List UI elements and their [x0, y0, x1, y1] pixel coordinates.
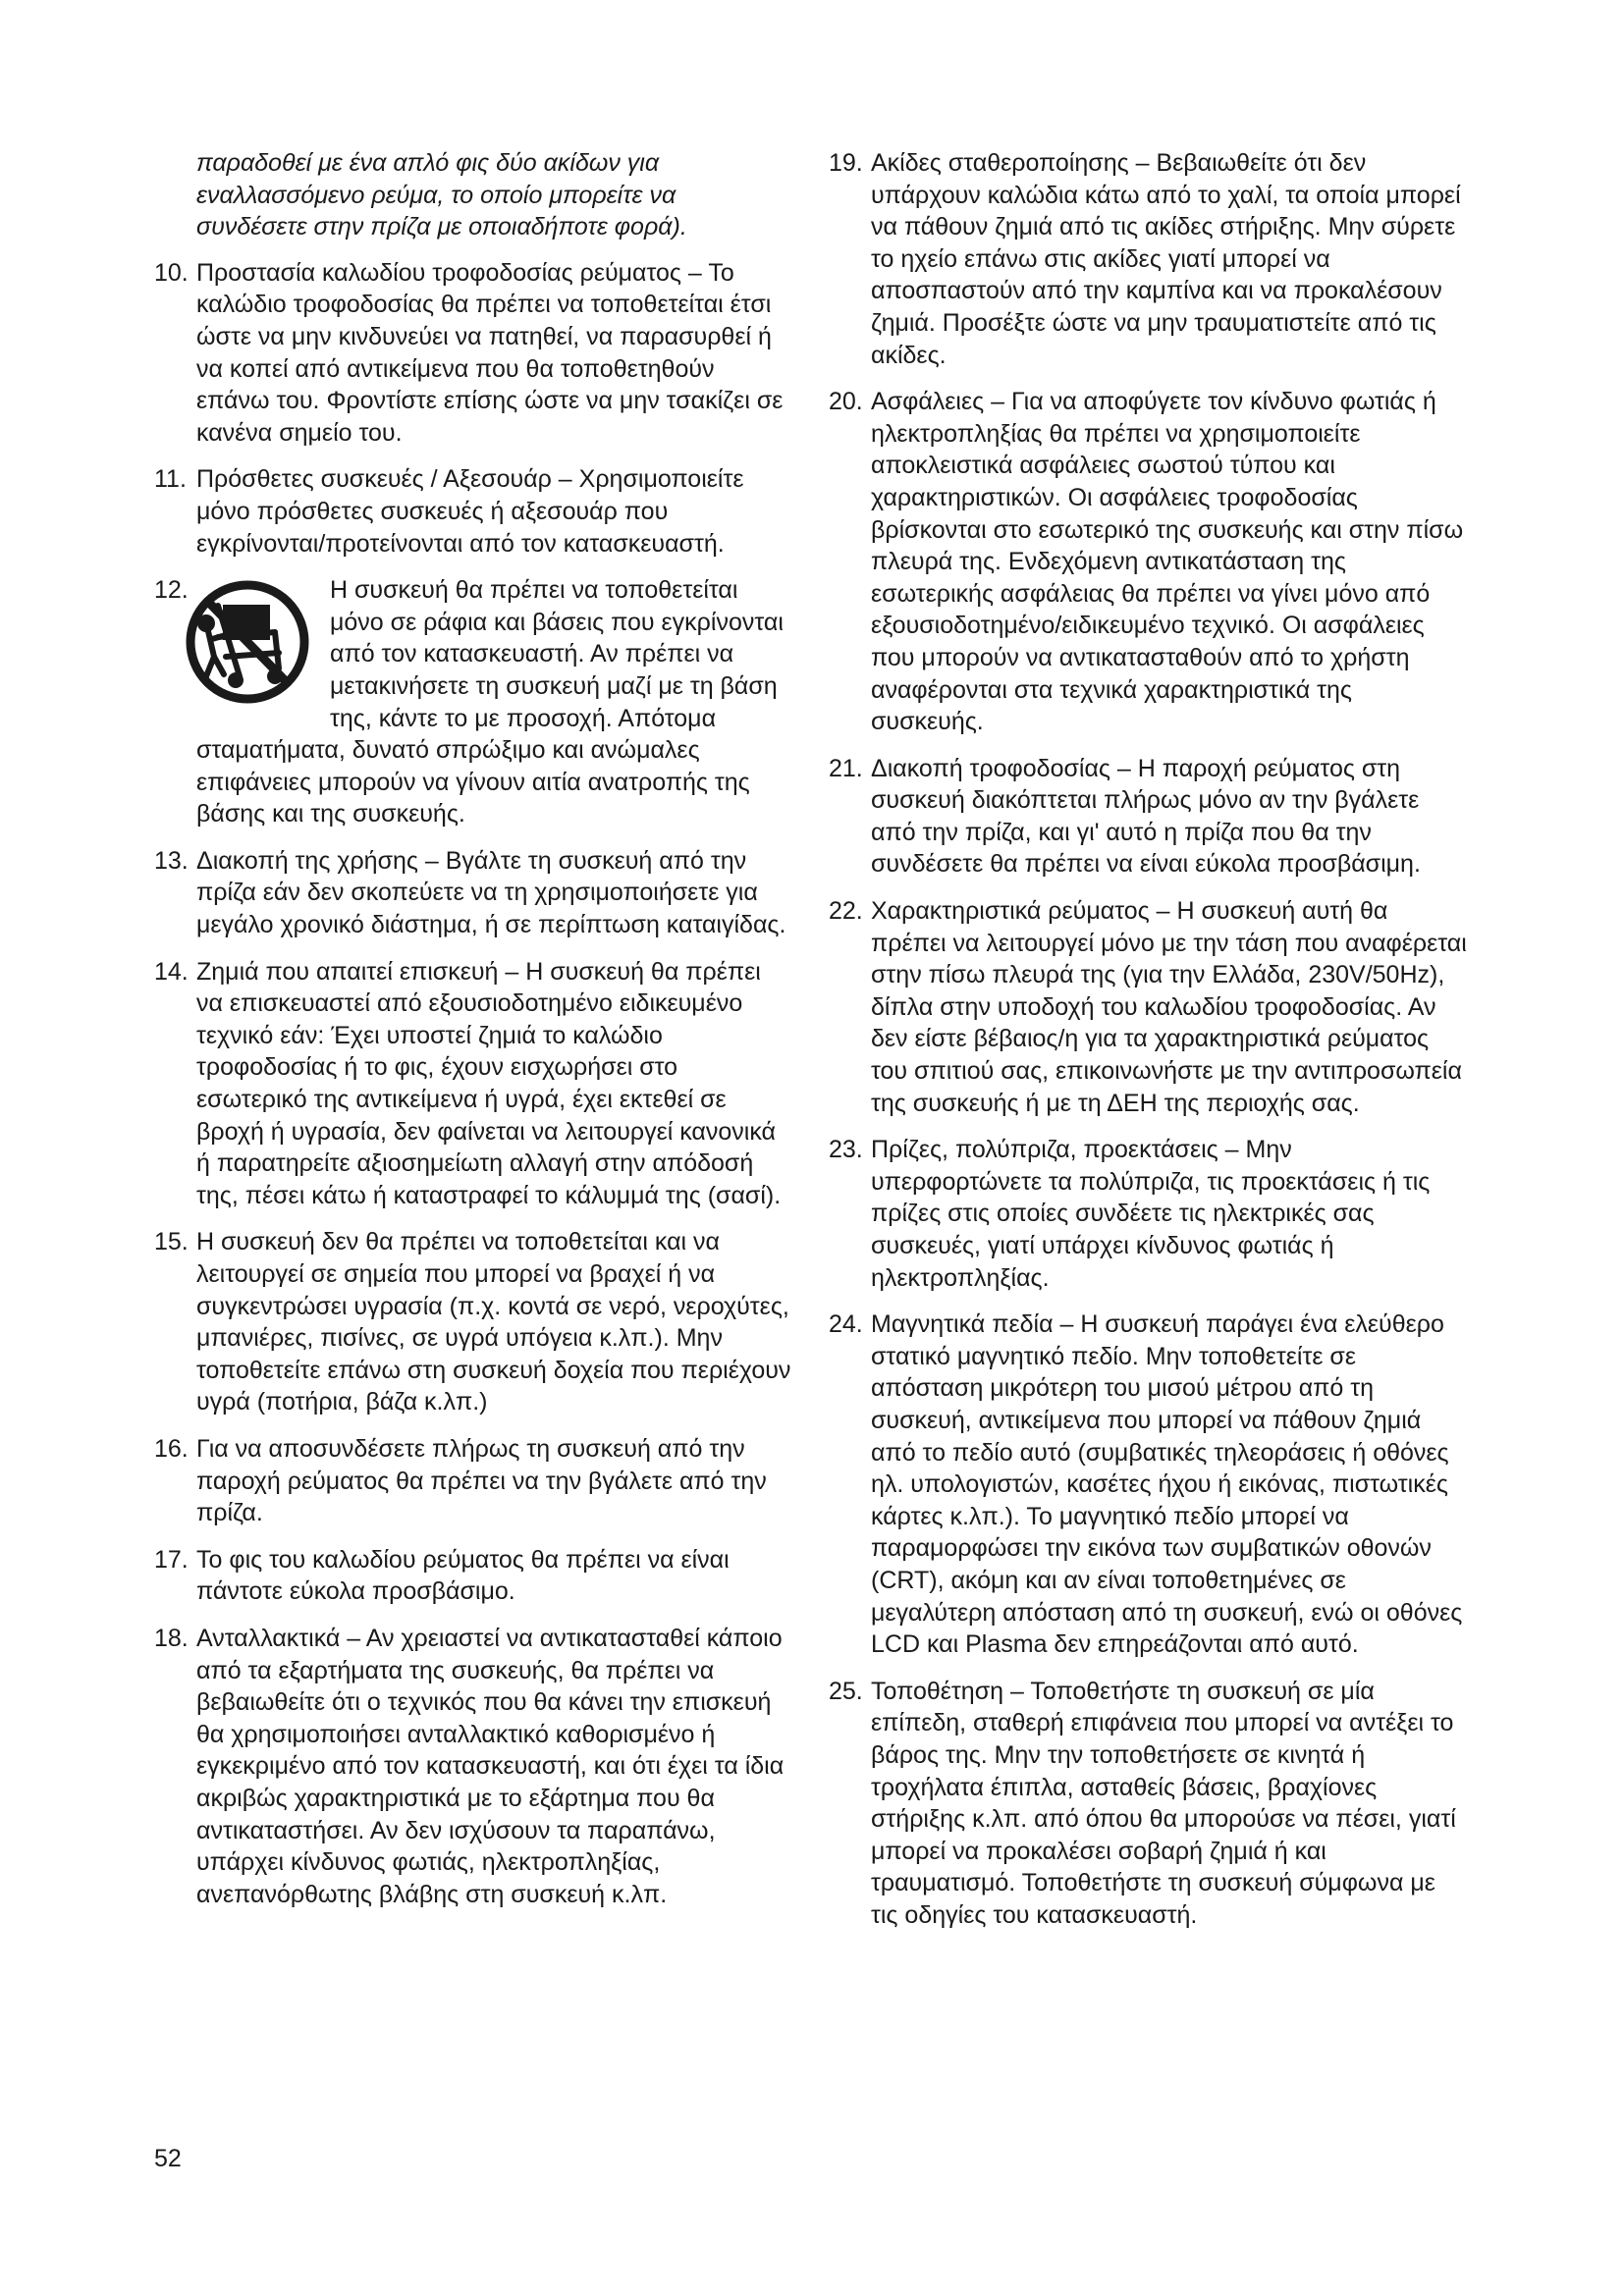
item-text: Το φις του καλωδίου ρεύματος θα πρέπει να είναι πάντοτε εύκολα προσβάσιμο.: [196, 1545, 730, 1606]
list-item-20: [829, 386, 1467, 738]
item-text: Μαγνητικά πεδία – Η συσκευή παράγει ένα ελεύθερο στατικό μαγνητικό πεδίο. Μην τοποθετείτε σε απόσταση μικρότερη του μισού μέτρου από τη συσκευή, αντικείμενα που μπορεί να πάθουν ζημιά από το πεδίο αυτό (συμβατικές τηλεοράσεις ή οθόνες ηλ. υπολογιστών, κασέτες ήχου ή εικόνας, πιστωτικές κάρτες κ.λπ.). Το μαγνητικό πεδίο μπορεί να παραμορφώσει την εικόνα των συμβατικών οθονών (CRT), ακόμη και αν είναι τοποθετημένες σε μεγαλύτερη απόσταση από τη συσκευή, ενώ οι οθόνες LCD και Plasma δεν επηρεάζονται από αυτό.: [871, 1310, 1463, 1659]
left-column: [154, 147, 792, 1925]
list-item-15: [154, 1226, 792, 1418]
list-item-22: [829, 895, 1467, 1119]
cart-tip-over-warning-icon: [179, 578, 316, 706]
list-item-24: [829, 1308, 1467, 1661]
item-number: 22.: [829, 897, 863, 926]
item-number: 17.: [154, 1545, 189, 1574]
item-text: Η συσκευή θα πρέπει να τοποθετείται μόνο σε ράφια και βάσεις που εγκρίνονται από τον κατασκευαστή. Αν πρέπει να μετακινήσετε τη συσκευή μαζί με τη βάση της, κάντε το με προσοχή. Απότομα σταματήματα, δυνατό σπρώξιμο και ανώμαλες επιφάνειες μπορούν να γίνουν αιτία ανατροπής της βάσης και της συσκευής.: [196, 576, 784, 828]
item-text: Πρόσθετες συσκευές / Αξεσουάρ – Χρησιμοποιείτε μόνο πρόσθετες συσκευές ή αξεσουάρ που εγκρίνονται/προτείνονται από τον κατασκευαστή.: [196, 465, 744, 558]
item-text: Για να αποσυνδέσετε πλήρως τη συσκευή από την παροχή ρεύματος θα πρέπει να την βγάλετε από την πρίζα.: [196, 1434, 767, 1527]
list-item-18: [154, 1623, 792, 1910]
list-item-11: [154, 463, 792, 560]
item-number: 12.: [154, 576, 189, 605]
item-number: 13.: [154, 846, 189, 875]
item-number: 14.: [154, 957, 189, 986]
item-number: 23.: [829, 1136, 863, 1164]
item-text: Χαρακτηριστικά ρεύματος – Η συσκευή αυτή θα πρέπει να λειτουργεί μόνο με την τάση που αναφέρεται στην πίσω πλευρά της (για την Ελλάδα, 230V/50Hz), δίπλα στην υποδοχή του καλωδίου τροφοδοσίας. Αν δεν είστε βέβαιος/η για τα χαρακτηριστικά ρεύματος του σπιτιού σας, επικοινωνήστε με την αντιπροσωπεία της συσκευής ή με τη ΔΕΗ της περιοχής σας.: [871, 897, 1467, 1117]
item-text: Η συσκευή δεν θα πρέπει να τοποθετείται και να λειτουργεί σε σημεία που μπορεί να βραχεί ή να συγκεντρώσει υγρασία (π.χ. κοντά σε νερό, νεροχύτες, μπανιέρες, πισίνες, σε υγρά υπόγεια κ.λπ.). Μην τοποθετείτε επάνω στη συσκευή δοχεία που περιέχουν υγρά (ποτήρια, βάζα κ.λπ.): [196, 1228, 791, 1416]
item-text: Πρίζες, πολύπριζα, προεκτάσεις – Μην υπερφορτώνετε τα πολύπριζα, τις προεκτάσεις ή τις πρίζες στις οποίες συνδέετε τις ηλεκτρικές σας συσκευές, γιατί υπάρχει κίνδυνος φωτιάς ή ηλεκτροπληξίας.: [871, 1136, 1431, 1292]
item-text: Διακοπή τροφοδοσίας – Η παροχή ρεύματος στη συσκευή διακόπτεται πλήρως μόνο αν την βγάλετε από την πρίζα, και γι' αυτό η πρίζα που θα την συνδέσετε θα πρέπει να είναι εύκολα προσβάσιμη.: [871, 754, 1421, 879]
item-number: 20.: [829, 388, 863, 416]
right-column: [829, 147, 1467, 1946]
item-text: Τοποθέτηση – Τοποθετήστε τη συσκευή σε μία επίπεδη, σταθερή επιφάνεια που μπορεί να αντέξει το βάρος της. Μην την τοποθετήσετε σε κινητά ή τροχήλατα έπιπλα, ασταθείς βάσεις, βραχίονες στήριξης κ.λπ. από όπου θα μπορούσε να πέσει, γιατί μπορεί να προκαλέσει σοβαρή ζημιά ή και τραυματισμό. Τοποθετήστε τη συσκευή σύμφωνα με τις οδηγίες του κατασκευαστή.: [871, 1677, 1456, 1929]
item-text: Ακίδες σταθεροποίησης – Βεβαιωθείτε ότι δεν υπάρχουν καλώδια κάτω από το χαλί, τα οποία μπορεί να πάθουν ζημιά από τις ακίδες στήριξης. Μην σύρετε το ηχείο επάνω στις ακίδες γιατί μπορεί να αποσπαστούν από την καμπίνα και να προκαλέσουν ζημιά. Προσέξτε ώστε να μην τραυματιστείτε από τις ακίδες.: [871, 149, 1461, 369]
list-item-25: [829, 1676, 1467, 1932]
item-text-with-icon: [196, 574, 792, 830]
intro-paragraph: παραδοθεί με ένα απλό φις δύο ακίδων για εναλλασσόμενο ρεύμα, το οποίο μπορείτε να συνδέσετε στην πρίζα με οποιαδήποτε φορά).: [196, 149, 687, 241]
item-text: Ζημιά που απαιτεί επισκευή – Η συσκευή θα πρέπει να επισκευαστεί από εξουσιοδοτημένο ειδικευμένο τεχνικό εάν: Έχει υποστεί ζημιά το καλώδιο τροφοδοσίας ή το φις, έχουν εισχωρήσει στο εσωτερικό της αντικείμενα ή υγρά, έχει εκτεθεί σε βροχή ή υγρασία, δεν φαίνεται να λειτουργεί κανονικά ή παρατηρείτε αξιοσημείωτη αλλαγή στην απόδοσή της, πέσει κάτω ή καταστραφεί το κάλυμμά της (σασί).: [196, 957, 782, 1209]
list-item-10: [154, 257, 792, 450]
list-item-23: [829, 1134, 1467, 1294]
item-number: 10.: [154, 258, 189, 287]
list-item-17: [154, 1544, 792, 1608]
list-item-12: [154, 574, 792, 830]
list-item-16: [154, 1433, 792, 1529]
item-text: Διακοπή της χρήσης – Βγάλτε τη συσκευή από την πρίζα εάν δεν σκοπεύετε να τη χρησιμοποιήσετε για μεγάλο χρονικό διάστημα, ή σε περίπτωση καταιγίδας.: [196, 846, 786, 939]
item-number: 21.: [829, 754, 863, 782]
item-number: 18.: [154, 1624, 189, 1652]
list-item-19: [829, 147, 1467, 371]
item-number: 25.: [829, 1677, 863, 1705]
item-number: 24.: [829, 1310, 863, 1339]
item-text: Ασφάλειες – Για να αποφύγετε τον κίνδυνο φωτιάς ή ηλεκτροπληξίας θα πρέπει να χρησιμοποιείτε αποκλειστικά ασφάλειες σωστού τύπου και χαρακτηριστικών. Οι ασφάλειες τροφοδοσίας βρίσκονται στο εσωτερικό της συσκευής και στην πίσω πλευρά της. Ενδεχόμενη αντικατάσταση της εσωτερικής ασφάλειας θα πρέπει να γίνει μόνο από εξουσιοδοτημένο/ειδικευμένο τεχνικό. Οι ασφάλειες που μπορούν να αντικατασταθούν από το χρήστη αναφέρονται στα τεχνικά χαρακτηριστικά της συσκευής.: [871, 388, 1464, 736]
item-text: Ανταλλακτικά – Αν χρειαστεί να αντικατασταθεί κάποιο από τα εξαρτήματα της συσκευής, θα πρέπει να βεβαιωθείτε ότι ο τεχνικός που θα κάνει την επισκευή θα χρησιμοποιήσει ανταλλακτικό καθορισμένο ή εγκεκριμένο από τον κατασκευαστή, και ότι έχει τα ίδια ακριβώς χαρακτηριστικά με το εξάρτημα που θα αντικαταστήσει. Αν δεν ισχύσουν τα παραπάνω, υπάρχει κίνδυνος φωτιάς, ηλεκτροπληξίας, ανεπανόρθωτης βλάβης στη συσκευή κ.λπ.: [196, 1624, 785, 1908]
item-number: 11.: [154, 465, 187, 494]
item-number: 16.: [154, 1434, 189, 1463]
item-text: Προστασία καλωδίου τροφοδοσίας ρεύματος – Το καλώδιο τροφοδοσίας θα πρέπει να τοποθετείται έτσι ώστε να μην κινδυνεύει να πατηθεί, να παρασυρθεί ή να κοπεί από αντικείμενα που θα τοποθετηθούν επάνω του. Φροντίστε επίσης ώστε να μην τσακίζει σε κανένα σημείο του.: [196, 258, 784, 447]
list-item-14: [154, 956, 792, 1212]
list-item-13: [154, 845, 792, 941]
page-number: 52: [154, 2145, 182, 2172]
item-number: 19.: [829, 149, 863, 177]
list-item-21: [829, 753, 1467, 881]
item-number: 15.: [154, 1228, 189, 1256]
